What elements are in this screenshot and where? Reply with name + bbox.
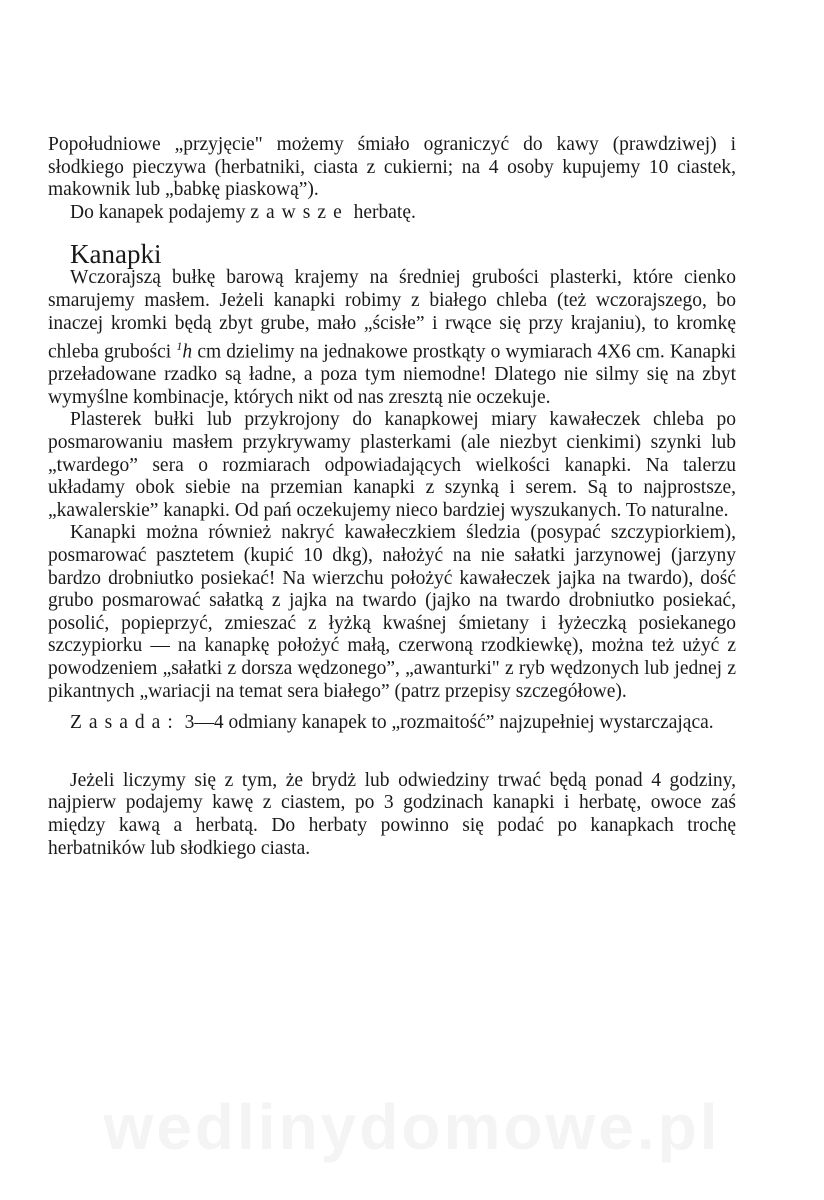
section-heading: Kanapki (70, 239, 162, 270)
fraction-denominator: h (182, 341, 193, 363)
tea-lead-text: Do kanapek podajemy (70, 201, 246, 223)
fraction-numerator: 1 (176, 339, 183, 354)
rule-label: Zasada: (70, 712, 180, 734)
kanapki-paragraph-3: Kanapki można również nakryć kawałeczkiem śledzia (posypać szczypiorkiem), posmarować pasztetem (kupić 10 dkg), nałożyć na nie sałatki jarzynowej (jarzyny bardzo drobniutko posiekać! Na wierzchu położyć kawałeczek jajka na twardo), dość grubo posmarować sałatką z jajka na twardo (jajko na twardo drobniutko posiekać, posolić, popieprzyć, zmieszać z łyżką kwaśnej śmietany i łyżeczką posiekanego szczypiorku — na kanapkę położyć małą, czerwoną rzodkiewkę), można też użyć z powodzeniem „sałatki z dorsza wędzonego”, „awanturki" z ryb wędzonych lub jednej z pikantnych „wariacji na temat sera białego” (patrz przepisy szczegółowe). (48, 522, 736, 702)
tea-tail-text: herbatę. (353, 201, 416, 223)
tea-emphasis-text: zawsze (250, 201, 349, 223)
rule-text: 3—4 odmiany kanapek to „rozmaitość” najzupełniej wystarczająca. (184, 712, 714, 734)
page-content (48, 134, 736, 860)
kanapki-paragraph-4: Jeżeli liczymy się z tym, że brydż lub odwiedziny trwać będą ponad 4 godziny, najpierw podajemy kawę z ciastem, po 3 godzinach kanapki i herbatę, owoce zaś między kawą a herbatą. Do herbaty powinno się podać po kanapkach trochę herbatników lub słodkiego ciasta. (48, 769, 736, 859)
intro-paragraph: Popołudniowe „przyjęcie" możemy śmiało ograniczyć do kawy (prawdziwej) i słodkiego pieczywa (herbatniki, ciasta z cukierni; na 4 osoby kupujemy 10 ciastek, makownik lub „babkę piaskową”). (48, 134, 736, 201)
kanapki-p1-part1: Wczorajszą bułkę barową krajemy na średniej grubości plasterki, które cienko smarujemy masłem. Jeżeli kanapki robimy z białego chleba (też wczorajszego, bo inaczej kromki będą zbyt grube, mało „ścisłe” i rwące się przy krajaniu), to kromkę chleba grubości (48, 267, 736, 363)
rule-paragraph (48, 712, 736, 735)
intro-tea-paragraph (48, 202, 736, 225)
kanapki-paragraph-2: Plasterek bułki lub przykrojony do kanapkowej miary kawałeczek chleba po posmarowaniu masłem przykrywamy plasterkami (ale niezbyt cienkimi) szynki lub „twardego” sera o rozmiarach odpowiadających wielkości kanapki. Na talerzu układamy obok siebie na przemian kanapki z szynką i serem. Są to najprostsze, „kawalerskie” kanapki. Od pań oczekujemy nieco bardziej wyszukanych. To naturalne. (48, 409, 736, 521)
kanapki-paragraph-1 (48, 267, 736, 409)
watermark: wedlinydomowe.pl (103, 1091, 721, 1163)
kanapki-p1-part2: cm dzielimy na jednakowe prostkąty o wymiarach 4X6 cm. Kanapki przeładowane rzadko są ładne, a poza tym niemodne! Dlatego nie silmy się na zbyt wymyślne kombinacje, których nikt od nas zresztą nie oczekuje. (48, 341, 737, 408)
